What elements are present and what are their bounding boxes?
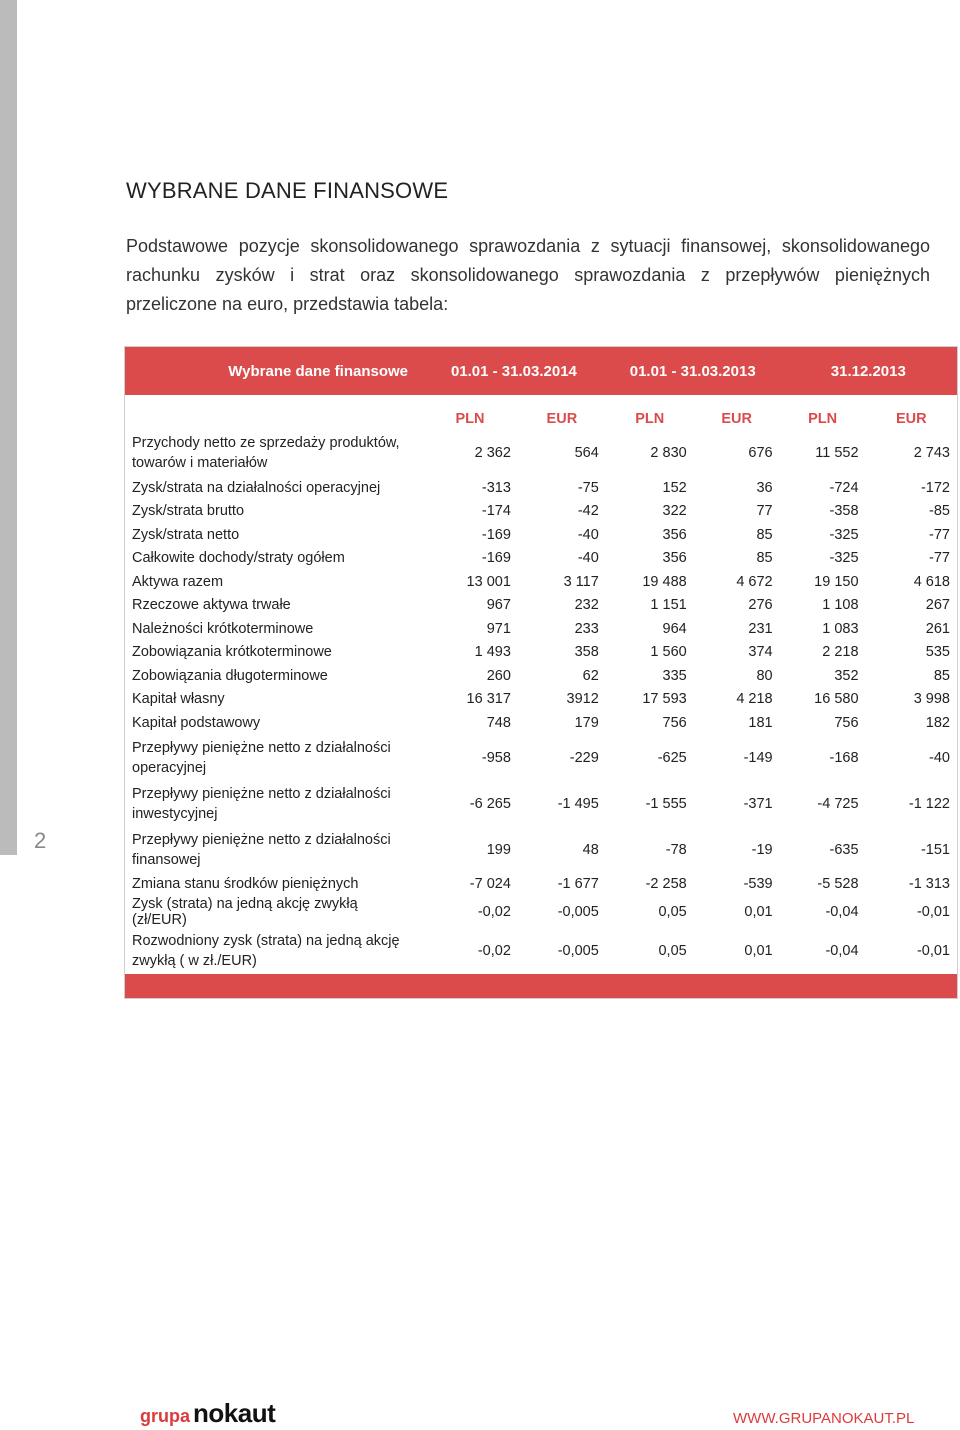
row-value: -1 495 bbox=[557, 795, 599, 812]
row-value: 322 bbox=[662, 503, 687, 520]
currency-header: EUR bbox=[721, 411, 752, 427]
table-row bbox=[125, 664, 958, 688]
table-row bbox=[125, 735, 958, 781]
row-value: -371 bbox=[743, 795, 773, 812]
row-value: 16 580 bbox=[814, 691, 859, 708]
table-row bbox=[125, 827, 958, 873]
row-label: Zysk/strata brutto bbox=[132, 503, 245, 520]
row-value: 181 bbox=[748, 714, 773, 731]
row-label: Zysk/strata netto bbox=[132, 526, 240, 543]
row-label: Zmiana stanu środków pieniężnych bbox=[132, 876, 359, 893]
row-value: 199 bbox=[486, 841, 511, 858]
row-value: -0,01 bbox=[916, 943, 950, 959]
row-value: -958 bbox=[481, 749, 511, 766]
row-value: 85 bbox=[933, 667, 950, 684]
row-value: -40 bbox=[577, 526, 599, 543]
row-value: 267 bbox=[925, 597, 950, 614]
currency-header: PLN bbox=[808, 411, 838, 427]
row-value: -78 bbox=[665, 841, 687, 858]
row-value: 85 bbox=[756, 526, 773, 543]
row-value: 179 bbox=[574, 714, 599, 731]
row-value: 1 083 bbox=[822, 620, 859, 637]
row-value: 261 bbox=[925, 620, 950, 637]
row-value: 2 830 bbox=[650, 445, 687, 461]
row-value: -0,02 bbox=[477, 943, 511, 959]
row-value: 756 bbox=[834, 714, 859, 731]
row-value: -5 528 bbox=[817, 876, 859, 893]
table-row bbox=[125, 781, 958, 827]
period-header: 01.01 - 31.03.2013 bbox=[606, 347, 780, 396]
period-header: 31.12.2013 bbox=[780, 347, 958, 396]
row-value: -169 bbox=[481, 550, 511, 567]
row-value: -151 bbox=[920, 841, 950, 858]
row-value: -724 bbox=[829, 479, 859, 496]
row-value: -40 bbox=[929, 749, 950, 766]
row-value: -1 677 bbox=[557, 876, 599, 893]
row-value: -85 bbox=[929, 503, 950, 520]
currency-header-spacer bbox=[125, 395, 423, 430]
row-value: 356 bbox=[662, 526, 687, 543]
row-label: Zobowiązania długoterminowe bbox=[132, 667, 328, 684]
website-url: WWW.GRUPANOKAUT.PL bbox=[733, 1410, 915, 1427]
row-value: -168 bbox=[829, 749, 859, 766]
row-value: -2 258 bbox=[645, 876, 687, 893]
row-label: Rzeczowe aktywa trwałe bbox=[132, 597, 291, 614]
row-label: Kapitał podstawowy bbox=[132, 714, 261, 731]
period-header: 01.01 - 31.03.2014 bbox=[422, 347, 606, 396]
row-value: -172 bbox=[920, 479, 950, 496]
row-value: -313 bbox=[481, 479, 511, 496]
row-value: -625 bbox=[657, 749, 687, 766]
row-value: 358 bbox=[574, 644, 599, 661]
row-value: -635 bbox=[829, 841, 859, 858]
row-value: 756 bbox=[662, 714, 687, 731]
row-value: -7 024 bbox=[469, 876, 511, 893]
table-row bbox=[125, 430, 958, 476]
row-value: -174 bbox=[481, 503, 511, 520]
row-value: -40 bbox=[577, 550, 599, 567]
table-row bbox=[125, 873, 958, 897]
row-value: 17 593 bbox=[642, 691, 687, 708]
row-value: -0,005 bbox=[557, 904, 599, 920]
row-label: Przepływy pieniężne netto z działalności operacyjnej bbox=[132, 739, 391, 776]
logo-grupa-text: grupa bbox=[140, 1406, 191, 1426]
row-label: Rozwodniony zysk (strata) na jedną akcję zwykłą ( w zł./EUR) bbox=[132, 933, 400, 969]
row-label: Przepływy pieniężne netto z działalności finansowej bbox=[132, 831, 391, 868]
row-value: 77 bbox=[756, 503, 773, 520]
row-value: -4 725 bbox=[817, 795, 859, 812]
row-value: 0,05 bbox=[658, 904, 687, 920]
currency-header-row bbox=[125, 395, 958, 430]
row-value: -0,04 bbox=[825, 904, 859, 920]
row-value: 48 bbox=[582, 841, 599, 858]
row-value: -325 bbox=[829, 550, 859, 567]
row-value: 971 bbox=[486, 620, 511, 637]
row-value: 335 bbox=[662, 667, 687, 684]
currency-header: PLN bbox=[455, 411, 485, 427]
row-value: -325 bbox=[829, 526, 859, 543]
row-value: 36 bbox=[756, 479, 773, 496]
row-value: 19 488 bbox=[642, 573, 687, 590]
table-row bbox=[125, 594, 958, 618]
row-label: Całkowite dochody/straty ogółem bbox=[132, 550, 345, 567]
row-value: 62 bbox=[582, 667, 599, 684]
row-value: -1 313 bbox=[908, 876, 950, 893]
table-row bbox=[125, 476, 958, 500]
table-row bbox=[125, 523, 958, 547]
row-value: 276 bbox=[748, 597, 773, 614]
row-value: -149 bbox=[743, 749, 773, 766]
row-label: Przepływy pieniężne netto z działalności inwestycyjnej bbox=[132, 785, 391, 822]
row-value: -77 bbox=[929, 550, 950, 567]
row-value: 748 bbox=[486, 714, 511, 731]
row-value: -75 bbox=[577, 479, 599, 496]
table-row bbox=[125, 896, 958, 928]
row-value: -0,02 bbox=[477, 904, 511, 920]
side-margin-bar bbox=[0, 0, 17, 855]
row-value: 0,01 bbox=[744, 943, 773, 959]
row-value: 80 bbox=[756, 667, 773, 684]
row-value: 11 552 bbox=[815, 445, 859, 461]
row-value: 4 618 bbox=[913, 573, 950, 590]
table-row bbox=[125, 500, 958, 524]
row-value: 356 bbox=[662, 550, 687, 567]
row-value: 1 560 bbox=[650, 644, 687, 661]
row-label: Należności krótkoterminowe bbox=[132, 620, 314, 637]
row-value: 231 bbox=[748, 620, 773, 637]
row-value: 13 001 bbox=[466, 573, 511, 590]
row-value: 0,01 bbox=[744, 904, 773, 920]
row-value: 3912 bbox=[566, 691, 599, 708]
row-value: -1 555 bbox=[645, 795, 687, 812]
table-row bbox=[125, 711, 958, 735]
row-label: Zobowiązania krótkoterminowe bbox=[132, 644, 332, 661]
company-logo bbox=[140, 1398, 275, 1429]
row-label: Zysk/strata na działalności operacyjnej bbox=[132, 479, 381, 496]
row-value: 374 bbox=[748, 644, 773, 661]
row-value: 152 bbox=[662, 479, 687, 496]
row-value: 233 bbox=[574, 620, 599, 637]
row-value: -539 bbox=[743, 876, 773, 893]
row-value: 676 bbox=[748, 445, 773, 461]
table-row bbox=[125, 688, 958, 712]
intro-paragraph: Podstawowe pozycje skonsolidowanego sprawozdania z sytuacji finansowej, skonsolidowanego rachunku zysków i strat oraz skonsolidowanego sprawozdania z przepływów pieniężnych przeliczone na euro, przedstawia tabela: bbox=[126, 236, 930, 314]
logo-nokaut-text: nokaut bbox=[193, 1398, 276, 1428]
table-row bbox=[125, 928, 958, 974]
table-row bbox=[125, 547, 958, 571]
row-value: 2 743 bbox=[913, 445, 950, 461]
row-value: -229 bbox=[569, 749, 599, 766]
table-footer-cell bbox=[125, 974, 958, 999]
row-value: 182 bbox=[925, 714, 950, 731]
table-row bbox=[125, 641, 958, 665]
row-value: 352 bbox=[834, 667, 859, 684]
row-value: 3 117 bbox=[563, 573, 599, 590]
currency-header: EUR bbox=[895, 411, 927, 427]
currency-header: PLN bbox=[635, 411, 665, 427]
table-row bbox=[125, 570, 958, 594]
row-value: 964 bbox=[662, 620, 687, 637]
row-value: 0,05 bbox=[658, 943, 687, 959]
row-value: -358 bbox=[829, 503, 859, 520]
table-header-row bbox=[125, 347, 958, 396]
table-header-label: Wybrane dane finansowe bbox=[125, 347, 423, 396]
row-value: -42 bbox=[577, 503, 599, 520]
row-value: 535 bbox=[925, 644, 950, 661]
row-value: 4 218 bbox=[736, 691, 773, 708]
row-value: 260 bbox=[486, 667, 511, 684]
row-label: Zysk (strata) na jedną akcję zwykłą (zł/EUR) bbox=[132, 896, 358, 928]
row-value: 16 317 bbox=[466, 691, 511, 708]
row-label: Aktywa razem bbox=[132, 573, 224, 590]
row-value: 2 218 bbox=[822, 644, 859, 661]
page-number: 2 bbox=[34, 828, 47, 853]
row-value: 2 362 bbox=[474, 445, 511, 461]
row-value: 1 108 bbox=[822, 597, 859, 614]
financial-data-table bbox=[124, 346, 958, 999]
table-footer-bar bbox=[125, 974, 958, 999]
row-value: 19 150 bbox=[814, 573, 859, 590]
row-value: 4 672 bbox=[736, 573, 773, 590]
row-value: -0,005 bbox=[557, 943, 599, 959]
row-value: -77 bbox=[929, 526, 950, 543]
row-value: -1 122 bbox=[908, 795, 950, 812]
row-value: 1 493 bbox=[474, 644, 511, 661]
row-value: 232 bbox=[574, 597, 599, 614]
row-value: -0,01 bbox=[916, 904, 950, 920]
row-value: -6 265 bbox=[469, 795, 511, 812]
row-label: Przychody netto ze sprzedaży produktów, towarów i materiałów bbox=[132, 435, 400, 471]
row-value: 85 bbox=[756, 550, 773, 567]
table-row bbox=[125, 617, 958, 641]
row-value: -19 bbox=[751, 841, 773, 858]
page-title: WYBRANE DANE FINANSOWE bbox=[126, 178, 449, 203]
row-value: -0,04 bbox=[825, 943, 859, 959]
row-value: 1 151 bbox=[650, 597, 687, 614]
currency-header: EUR bbox=[546, 411, 578, 427]
row-value: 564 bbox=[574, 445, 599, 461]
row-value: -169 bbox=[481, 526, 511, 543]
row-value: 967 bbox=[486, 597, 511, 614]
row-label: Kapitał własny bbox=[132, 691, 225, 708]
row-value: 3 998 bbox=[913, 691, 950, 708]
